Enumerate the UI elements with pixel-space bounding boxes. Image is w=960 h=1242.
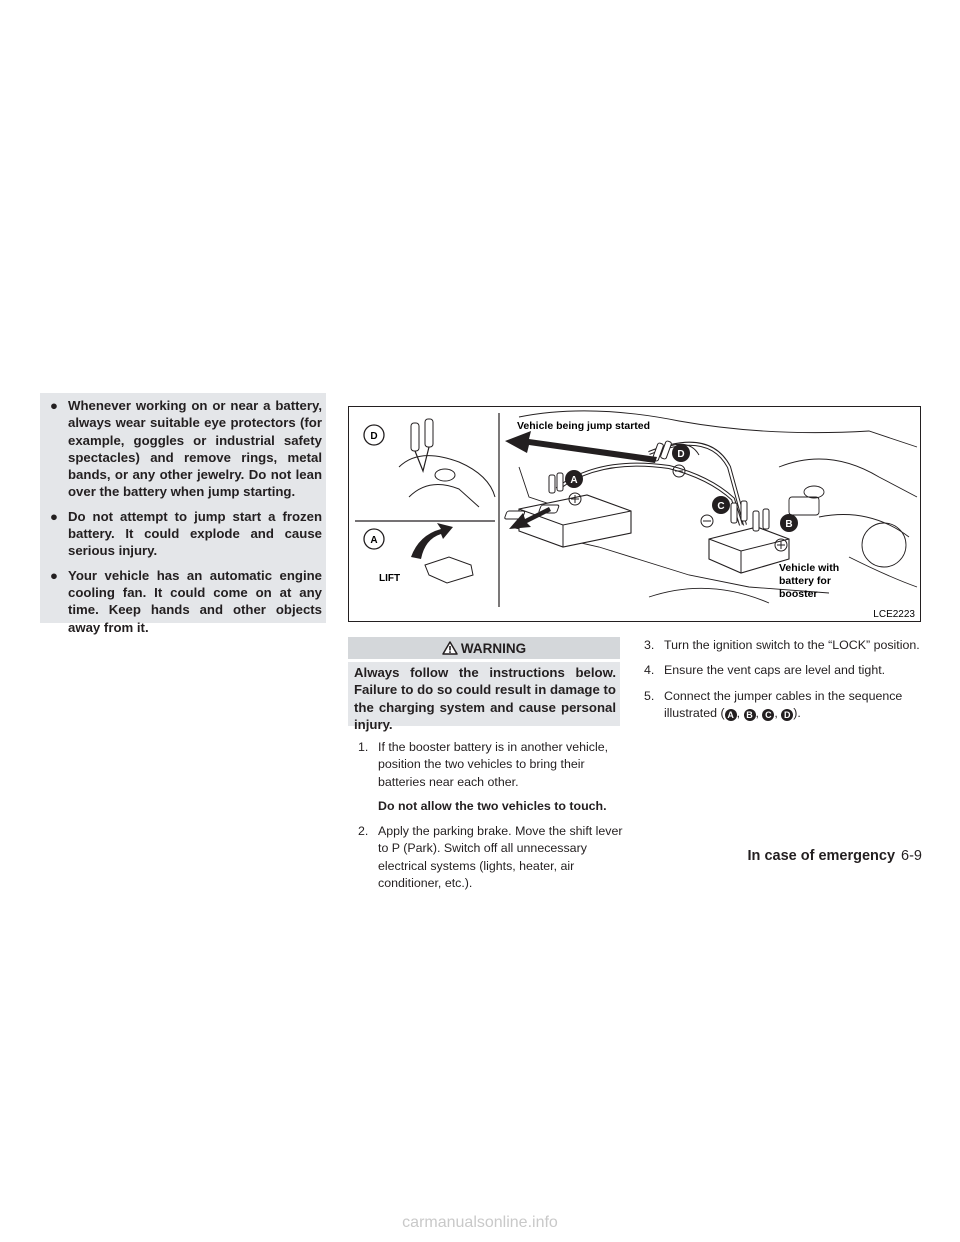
caution-box <box>40 393 326 635</box>
inset-a-label: A <box>370 535 378 546</box>
terminal-cover <box>425 557 473 583</box>
lift-arrow <box>411 523 453 559</box>
warning-text: Always follow the instructions below. Failure to do so could result in damage to the charging system and cause personal injury. <box>348 662 620 726</box>
engine-outline <box>409 485 479 508</box>
warning-title: WARNING <box>460 640 527 656</box>
page-number: 6-9 <box>901 848 922 864</box>
step-4 <box>634 662 920 679</box>
warning-icon <box>442 641 458 655</box>
callout-a <box>565 470 583 488</box>
callout-a-icon: A <box>725 709 737 721</box>
step-text: If the booster battery is in another vehicle, position the two vehicles to bring their batteries near each other. <box>378 740 609 789</box>
steps-column-1 <box>348 739 624 900</box>
step-3 <box>634 637 920 654</box>
step-number: 1. <box>358 740 369 754</box>
bullet-icon: ● <box>50 398 58 413</box>
callout-c-label: C <box>717 501 725 512</box>
caution-text: Do not attempt to jump start a frozen battery. It could explode and cause serious injury. <box>68 508 322 559</box>
step-text: Ensure the vent caps are level and tight. <box>664 663 886 678</box>
booster-label-line-3: booster <box>779 588 818 600</box>
callout-b-icon: B <box>744 709 756 721</box>
booster-label-line-1: Vehicle with <box>779 562 840 574</box>
step-text: Connect the jumper cables in the sequence illustrated ( <box>664 688 903 720</box>
callout-d-label: D <box>677 449 685 460</box>
callout-c <box>712 496 730 514</box>
jump-start-illustration <box>348 406 921 622</box>
step-1-emphasis: Do not allow the two vehicles to touch. <box>378 798 607 813</box>
clamp-handle <box>425 419 433 447</box>
step-text-suffix: ). <box>793 705 801 720</box>
bullet-icon: ● <box>50 508 58 524</box>
step-1 <box>348 739 624 815</box>
bullet-icon: ● <box>50 567 58 583</box>
callout-c-icon: C <box>762 709 774 721</box>
inset-a <box>364 523 473 584</box>
caution-text: Your vehicle has an automatic engine cooling fan. It could come on at any time. Keep hands and other objects away from it. <box>68 567 322 635</box>
ground-bolt <box>435 469 455 481</box>
direction-arrow-icon <box>505 431 657 463</box>
step-5: 5. Connect the jumper cables in the sequence illustrated ( A , B , C , D ). <box>644 688 903 720</box>
section-title: In case of emergency <box>747 848 896 864</box>
callout-b <box>780 514 798 532</box>
step-text: Apply the parking brake. Move the shift lever to P (Park). Switch off all unnecessary electrical systems (lights, heater, air conditioner, etc.). <box>378 824 623 891</box>
callout-b-label: B <box>785 519 793 530</box>
callout-d-icon: D <box>781 709 793 721</box>
caution-item-cooling-fan <box>46 567 322 636</box>
step-number: 2. <box>358 824 369 839</box>
vehicle-jump-started-label: Vehicle being jump started <box>517 420 651 432</box>
booster-label-line-2: battery for <box>779 575 831 587</box>
illustration-drawing <box>349 407 920 621</box>
step-text: Turn the ignition switch to the “LOCK” position. <box>664 638 920 652</box>
clamp-handle <box>411 423 419 451</box>
caution-item-frozen-battery <box>46 508 322 560</box>
step-number: 5. <box>644 688 655 703</box>
callout-a-label: A <box>570 475 578 486</box>
warning-header <box>348 637 620 659</box>
caution-item-eye-protection <box>46 397 322 501</box>
page-footer <box>716 848 922 864</box>
step-2 <box>348 823 624 892</box>
inset-d <box>364 419 495 507</box>
step-number: 4. <box>644 663 655 678</box>
figure-code: LCE2223 <box>873 609 915 620</box>
caution-text: Whenever working on or near a battery, always wear suitable eye protectors (for example, goggles or industrial safety spectacles) and remove rings, metal bands, or any other jewelry. Do not lean over the battery when jump starting. <box>68 398 322 500</box>
steps-column-2 <box>634 637 920 730</box>
step-number: 3. <box>644 638 655 652</box>
lift-label: LIFT <box>379 573 401 584</box>
inset-d-label: D <box>370 431 378 442</box>
callout-d <box>672 444 690 462</box>
watermark: carmanualsonline.info <box>402 1214 558 1231</box>
